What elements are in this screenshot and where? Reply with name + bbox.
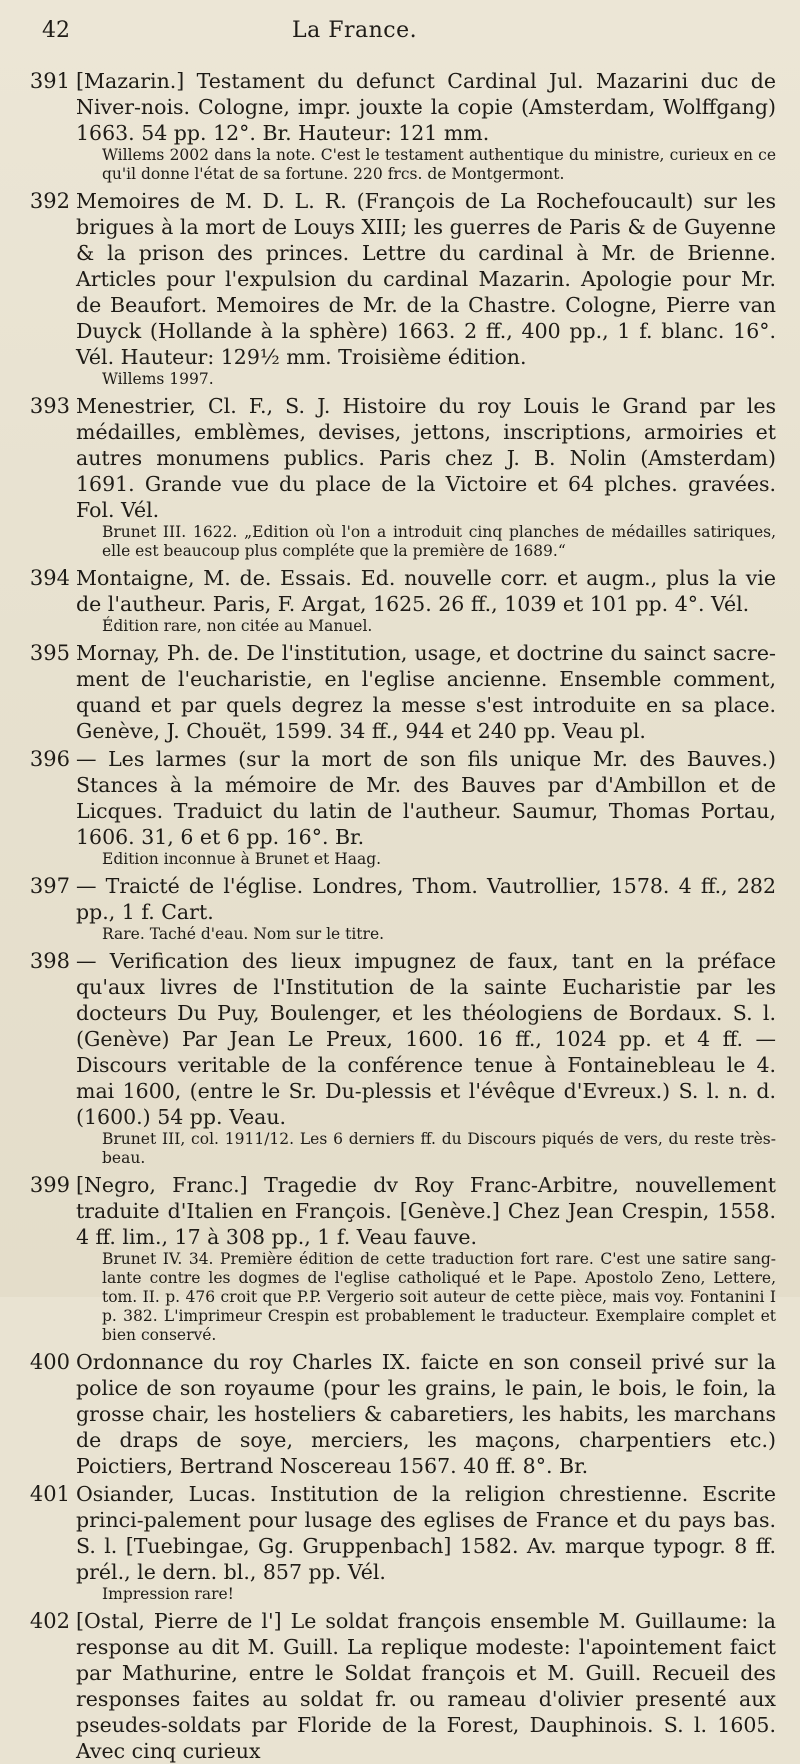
- entry-text: — Traicté de l'église. Londres, Thom. Vautrollier, 1578. 4 ff., 282 pp., 1 f. Cart.: [76, 874, 776, 924]
- catalogue-entry: [24, 1481, 776, 1606]
- catalogue-entry: [24, 948, 776, 1170]
- entry-note: Willems 1997.: [102, 370, 214, 388]
- running-title: La France.: [292, 18, 418, 43]
- page-number: 42: [42, 18, 70, 43]
- entry-text: Osiander, Lucas. Institution de la religion chrestienne. Escrite princi-palement pour lusage des eglises de France et du pays bas. S. l. [Tuebingae, Gg. Gruppenbach] 1582. Av. marque typogr. 8 ff. prél., le dern. bl., 857 pp. Vél.: [76, 1482, 776, 1584]
- entry-number: 392: [29, 189, 70, 213]
- entry-note: Brunet IV. 34. Première édition de cette traduction fort rare. C'est une satire sang-lante contre les dogmes de l'eglise catholiqué et le Pape. Apostolo Zeno, Lettere, tom. II. p. 476 croit que P.P. Vergerio soit auteur de cette pièce, mais voy. Fontanini I p. 382. L'imprimeur Crespin est probablement le traducteur. Exemplaire complet et bien conservé.: [102, 1250, 776, 1344]
- entry-note: Edition inconnue à Brunet et Haag.: [102, 850, 382, 868]
- entry-number: 391: [29, 69, 70, 93]
- entry-number: 399: [29, 1173, 70, 1197]
- catalogue-entry: [24, 1172, 776, 1347]
- catalogue-entry: [24, 1608, 776, 1764]
- entry-text: Menestrier, Cl. F., S. J. Histoire du roy Louis le Grand par les médailles, emblèmes, devises, jettons, inscriptions, armoiries et autres monumens publics. Paris chez J. B. Nolin (Amsterdam) 1691. Grande vue du place de la Victoire et 64 plches. gravées. Fol. Vél.: [76, 394, 776, 522]
- catalogue-entry: [24, 1349, 776, 1479]
- entry-text: — Les larmes (sur la mort de son fils unique Mr. des Bauves.) Stances à la mémoire de Mr. des Bauves par d'Ambillon et de Licques. Traduict du latin de l'autheur. Saumur, Thomas Portau, 1606. 31, 6 et 6 pp. 16°. Br.: [76, 747, 776, 849]
- entry-number: 395: [29, 641, 70, 665]
- entry-text: [Ostal, Pierre de l'] Le soldat françois ensemble M. Guillaume: la response au dit M. Guill. La replique modeste: l'apointement faict par Mathurine, entre le Soldat françois et M. Guill. Recueil des responses faites au soldat fr. ou rameau d'olivier presenté aux pseudes-soldats par Floride de la Forest, Dauphinois. S. l. 1605. Avec cinq curieux: [76, 1609, 776, 1763]
- catalogue-entry: [24, 873, 776, 946]
- catalogue-entry: [24, 565, 776, 638]
- entry-text: Memoires de M. D. L. R. (François de La Rochefoucault) sur les brigues à la mort de Louys XIII; les guerres de Paris & de Guyenne & la prison des princes. Lettre du cardinal à Mr. de Brienne. Articles pour l'expulsion du cardinal Mazarin. Apologie pour Mr. de Beaufort. Memoires de Mr. de la Chastre. Cologne, Pierre van Duyck (Hollande à la sphère) 1663. 2 ff., 400 pp., 1 f. blanc. 16°. Vél. Hauteur: 129½ mm. Troisième édition.: [76, 189, 776, 369]
- entry-number: 394: [29, 566, 70, 590]
- catalogue-entry: [24, 68, 776, 186]
- entry-text: [Mazarin.] Testament du defunct Cardinal Jul. Mazarini duc de Niver-nois. Cologne, impr. jouxte la copie (Amsterdam, Wolffgang) 1663. 54 pp. 12°. Br. Hauteur: 121 mm.: [76, 69, 776, 145]
- catalogue-entry: [24, 188, 776, 391]
- page-header: [24, 18, 776, 56]
- entry-number: 400: [29, 1350, 70, 1374]
- entry-text: Montaigne, M. de. Essais. Ed. nouvelle corr. et augm., plus la vie de l'autheur. Paris, F. Argat, 1625. 26 ff., 1039 et 101 pp. 4°. Vél.: [76, 566, 776, 616]
- entry-note: Édition rare, non citée au Manuel.: [102, 617, 373, 635]
- entry-number: 396: [29, 747, 70, 771]
- entry-note: Willems 2002 dans la note. C'est le testament authentique du ministre, curieux en ce qu'il donne l'état de sa fortune. 220 frcs. de Montgermont.: [102, 146, 776, 183]
- entry-note: Rare. Taché d'eau. Nom sur le titre.: [102, 925, 385, 943]
- entry-text: Mornay, Ph. de. De l'institution, usage, et doctrine du sainct sacre-ment de l'eucharistie, en l'eglise ancienne. Ensemble comment, quand et par quels degrez la messe s'est introduite en sa place. Genève, J. Chouët, 1599. 34 ff., 944 et 240 pp. Veau pl.: [76, 641, 776, 743]
- entry-text: [Negro, Franc.] Tragedie dv Roy Franc-Arbitre, nouvellement traduite d'Italien en François. [Genève.] Chez Jean Crespin, 1558. 4 ff. lim., 17 à 308 pp., 1 f. Veau fauve.: [76, 1173, 776, 1249]
- catalogue-entry: [24, 640, 776, 744]
- catalogue-entry: [24, 746, 776, 871]
- catalogue-entry: [24, 393, 776, 563]
- catalogue-entries: [24, 68, 776, 1764]
- entry-note: Brunet III, col. 1911/12. Les 6 derniers ff. du Discours piqués de vers, du reste très-beau.: [102, 1130, 776, 1167]
- entry-number: 398: [29, 949, 70, 973]
- entry-number: 402: [29, 1609, 70, 1633]
- entry-text: Ordonnance du roy Charles IX. faicte en son conseil privé sur la police de son royaume (pour les grains, le pain, le bois, le foin, la grosse chair, les hosteliers & cabaretiers, les habits, les marchans de draps de soye, merciers, les maçons, charpentiers etc.) Poictiers, Bertrand Noscereau 1567. 40 ff. 8°. Br.: [76, 1350, 776, 1478]
- entry-number: 393: [29, 394, 70, 418]
- entry-text: — Verification des lieux impugnez de faux, tant en la préface qu'aux livres de l'Institution de la sainte Eucharistie par les docteurs Du Puy, Boulenger, et les théologiens de Bordaux. S. l. (Genève) Par Jean Le Preux, 1600. 16 ff., 1024 pp. et 4 ff. — Discours veritable de la conférence tenue à Fontainebleau le 4. mai 1600, (entre le Sr. Du-plessis et l'évêque d'Evreux.) S. l. n. d. (1600.) 54 pp. Veau.: [76, 949, 776, 1129]
- entry-number: 397: [29, 874, 70, 898]
- entry-note: Brunet III. 1622. „Edition où l'on a introduit cinq planches de médailles satiriques, elle est beaucoup plus compléte que la première de 1689.“: [102, 523, 776, 560]
- entry-number: 401: [29, 1482, 70, 1506]
- entry-note: Impression rare!: [102, 1585, 234, 1603]
